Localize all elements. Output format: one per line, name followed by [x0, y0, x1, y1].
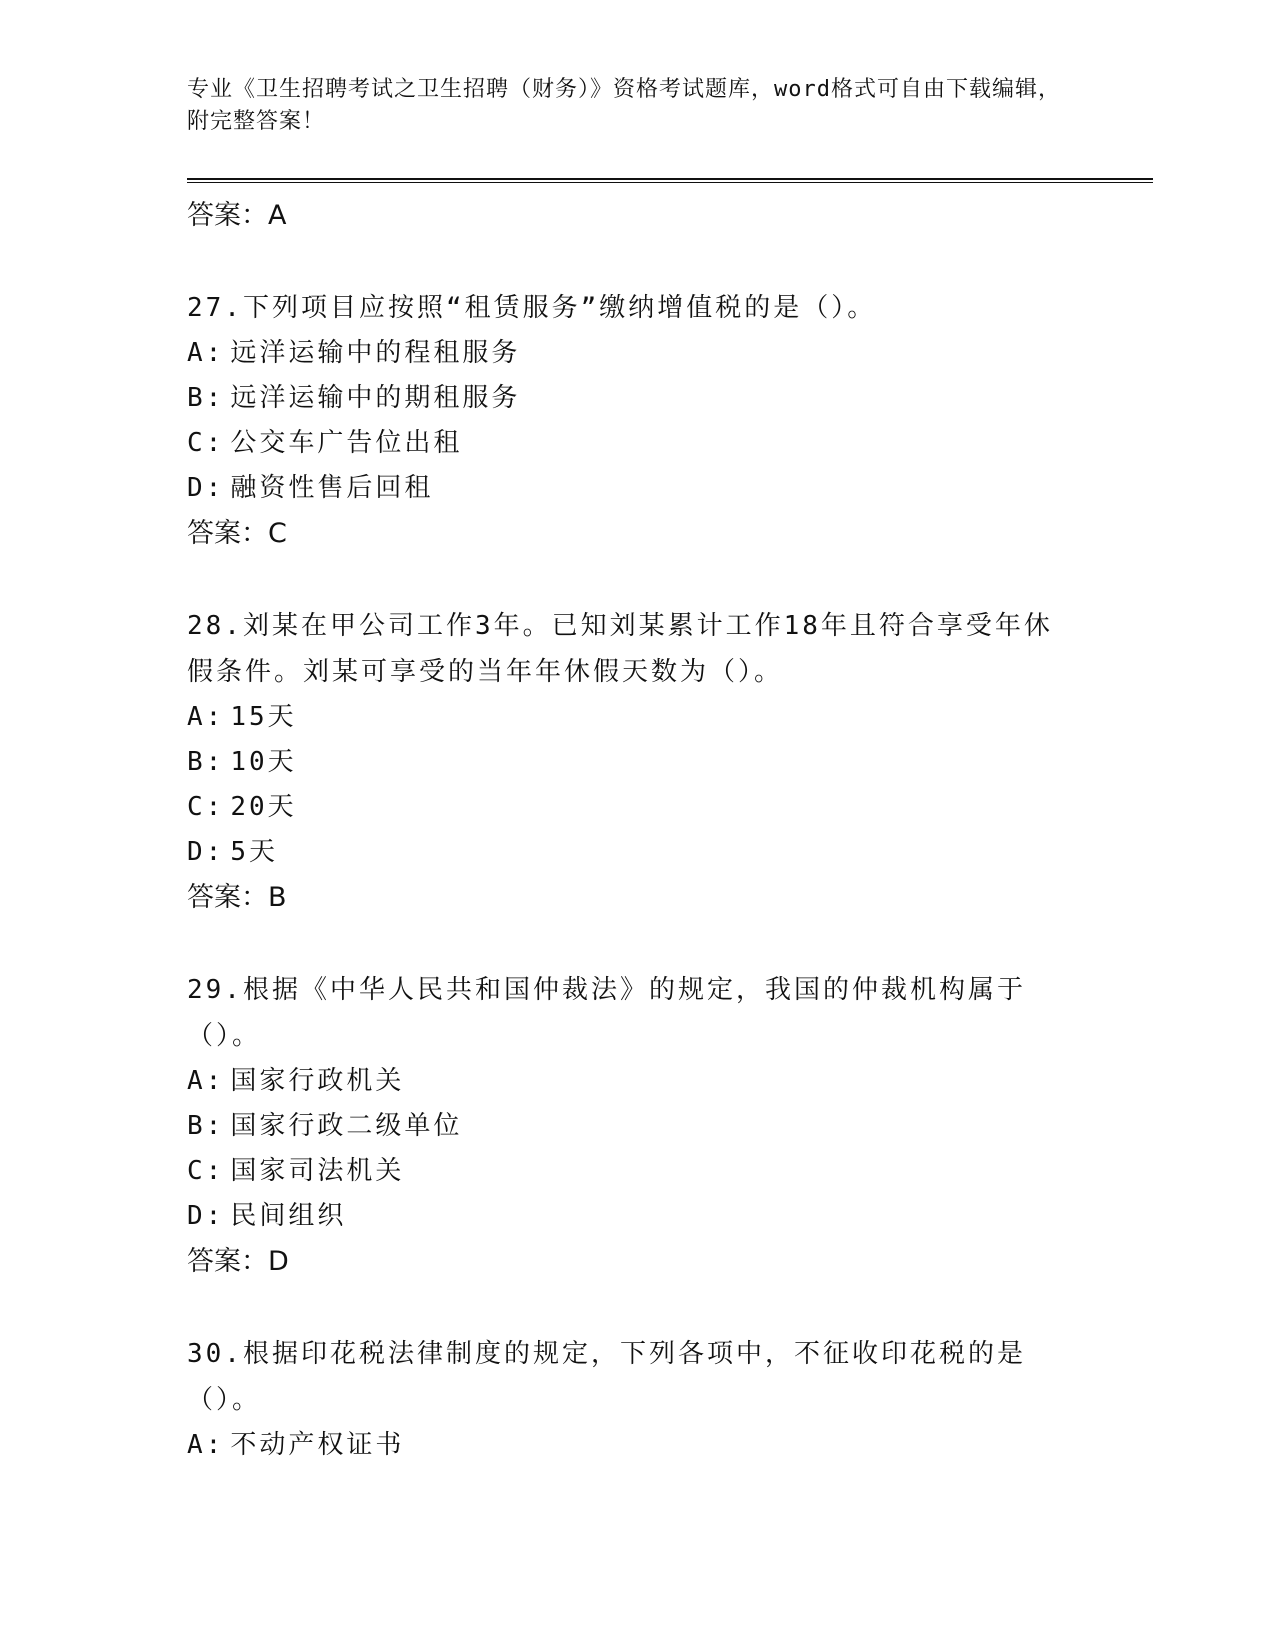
option-letter: A:	[187, 1066, 225, 1096]
question-stem: 29.根据《中华人民共和国仲裁法》的规定，我国的仲裁机构属于（）。	[187, 975, 1026, 1051]
option-b	[187, 376, 1067, 421]
option-a	[187, 1423, 1067, 1468]
option-c	[187, 421, 1067, 466]
question-block	[187, 285, 1067, 603]
option-letter: D:	[187, 473, 225, 503]
option-a	[187, 331, 1067, 376]
option-text: 10天	[230, 747, 297, 777]
option-letter: A:	[187, 702, 225, 732]
option-text: 不动产权证书	[230, 1430, 405, 1460]
option-text: 融资性售后回租	[230, 473, 434, 503]
option-a	[187, 695, 1067, 740]
option-d	[187, 1194, 1067, 1239]
option-letter: C:	[187, 792, 225, 822]
header-divider-thin	[187, 182, 1153, 183]
option-text: 远洋运输中的程租服务	[230, 338, 521, 368]
option-a	[187, 1059, 1067, 1104]
option-b	[187, 740, 1067, 785]
option-d	[187, 830, 1067, 875]
answer-line: 答案：A	[187, 200, 287, 231]
question-stem: 27.下列项目应按照“租赁服务”缴纳增值税的是（）。	[187, 293, 877, 323]
option-text: 国家司法机关	[230, 1156, 405, 1186]
option-letter: A:	[187, 338, 225, 368]
option-letter: C:	[187, 428, 225, 458]
answer-line: 答案：D	[187, 1246, 289, 1277]
option-letter: B:	[187, 747, 225, 777]
option-c	[187, 785, 1067, 830]
question-block	[187, 603, 1067, 967]
question-list	[187, 193, 1067, 1468]
option-text: 民间组织	[230, 1201, 347, 1231]
answer-line: 答案：B	[187, 882, 287, 913]
header-divider-thick	[187, 178, 1153, 180]
option-text: 15天	[230, 702, 297, 732]
option-text: 5天	[230, 837, 278, 867]
option-letter: D:	[187, 837, 225, 867]
option-text: 国家行政二级单位	[230, 1111, 463, 1141]
option-b	[187, 1104, 1067, 1149]
question-stem: 28.刘某在甲公司工作3年。已知刘某累计工作18年且符合享受年休假条件。刘某可享受的当年年休假天数为（）。	[187, 611, 1053, 687]
option-letter: B:	[187, 383, 225, 413]
option-letter: C:	[187, 1156, 225, 1186]
question-stem: 30.根据印花税法律制度的规定，下列各项中，不征收印花税的是（）。	[187, 1339, 1026, 1415]
option-letter: A:	[187, 1430, 225, 1460]
document-header: 专业《卫生招聘考试之卫生招聘（财务）》资格考试题库，word格式可自由下载编辑，附完整答案！	[187, 77, 1061, 134]
option-text: 国家行政机关	[230, 1066, 405, 1096]
answer-line: 答案：C	[187, 518, 287, 549]
option-c	[187, 1149, 1067, 1194]
option-letter: D:	[187, 1201, 225, 1231]
option-text: 20天	[230, 792, 297, 822]
option-letter: B:	[187, 1111, 225, 1141]
question-block	[187, 1331, 1067, 1468]
option-text: 远洋运输中的期租服务	[230, 383, 521, 413]
option-d	[187, 466, 1067, 511]
option-text: 公交车广告位出租	[230, 428, 463, 458]
question-block	[187, 967, 1067, 1331]
